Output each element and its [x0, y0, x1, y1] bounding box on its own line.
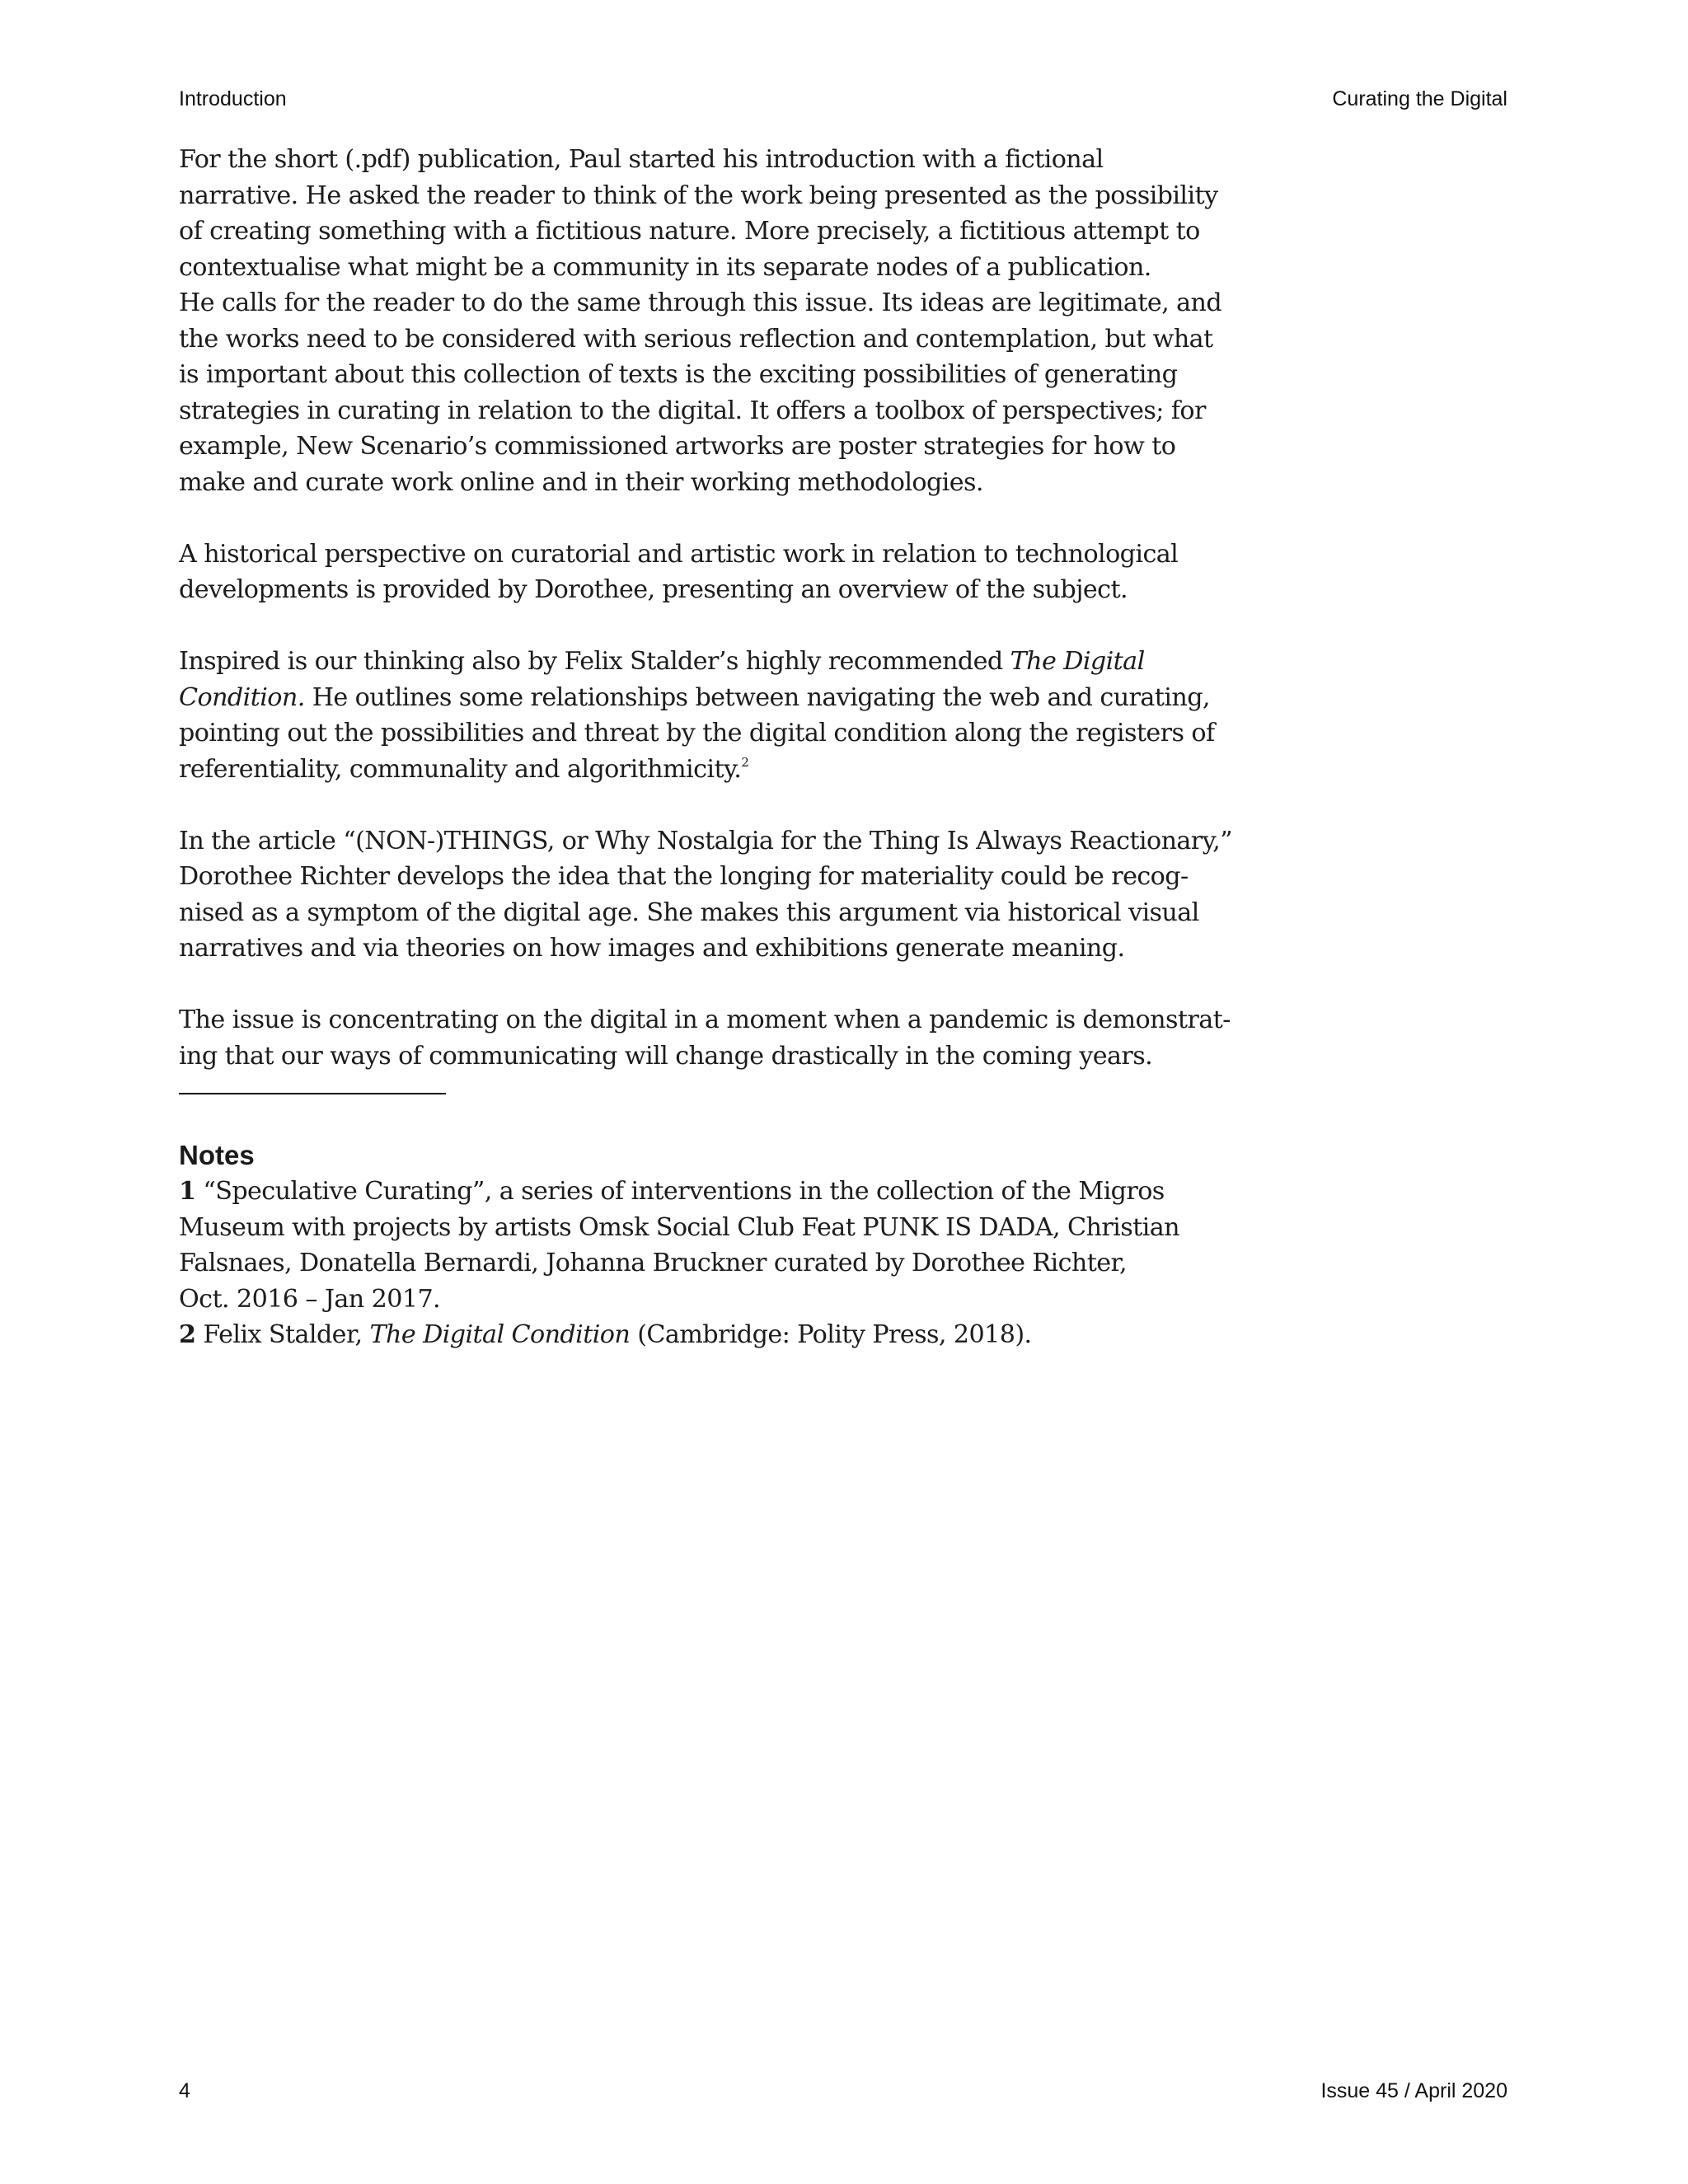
- text-line: pointing out the possibilities and threat by the digital condition along the registers of: [179, 719, 1215, 748]
- text-run: referentiality, communality and algorithmicity.: [179, 754, 742, 784]
- text-line: of creating something with a fictitious nature. More precisely, a fictitious attempt to: [179, 217, 1200, 246]
- note-2: [179, 1317, 1209, 1353]
- paragraph-2: [179, 537, 1209, 608]
- text-line: For the short (.pdf) publication, Paul started his introduction with a fictional: [179, 145, 1104, 174]
- text-line: strategies in curating in relation to the digital. It offers a toolbox of perspectives; for: [179, 396, 1206, 425]
- text-line: Museum with projects by artists Omsk Social Club Feat PUNK IS DADA, Christian: [179, 1212, 1179, 1242]
- text-line: A historical perspective on curatorial and artistic work in relation to technological: [179, 539, 1179, 569]
- note-1: [179, 1174, 1209, 1317]
- text-line: the works need to be considered with serious reflection and contemplation, but what: [179, 324, 1213, 354]
- notes-list: [179, 1174, 1209, 1353]
- text-line: [179, 1317, 1209, 1353]
- note-number: 2: [179, 1320, 196, 1349]
- text-run: Felix Stalder,: [195, 1320, 370, 1349]
- page-number: 4: [179, 2079, 190, 2102]
- running-head-publication: Curating the Digital: [1332, 87, 1507, 110]
- text-line: [179, 752, 1209, 788]
- text-line: narratives and via theories on how images and exhibitions generate meaning.: [179, 934, 1125, 963]
- text-line: He calls for the reader to do the same through this issue. Its ideas are legitimate, and: [179, 288, 1222, 317]
- footnote-divider: [179, 1093, 446, 1094]
- note-number: 1: [179, 1177, 196, 1206]
- paragraph-1: [179, 142, 1222, 500]
- text-run: (Cambridge: Polity Press, 2018).: [630, 1320, 1032, 1349]
- paragraph-4: [179, 823, 1232, 967]
- text-line: make and curate work online and in their working methodologies.: [179, 467, 983, 497]
- text-line: In the article “(NON-)THINGS, or Why Nostalgia for the Thing Is Always Reactionary,”: [179, 826, 1232, 855]
- book-title-italic: The Digital: [1010, 647, 1145, 676]
- text-run: Inspired is our thinking also by Felix Stalder’s highly recommended: [179, 647, 1010, 676]
- running-head-section: Introduction: [179, 87, 287, 110]
- text-line: Dorothee Richter develops the idea that the longing for materiality could be recog-: [179, 862, 1189, 891]
- text-line: narrative. He asked the reader to think of the work being presented as the possibility: [179, 180, 1218, 210]
- notes-heading: Notes: [179, 1140, 255, 1170]
- text-line: [179, 644, 1209, 680]
- notes-section: [179, 1137, 1209, 1353]
- text-line: developments is provided by Dorothee, presenting an overview of the subject.: [179, 575, 1128, 604]
- text-line: is important about this collection of texts is the exciting possibilities of generating: [179, 360, 1178, 389]
- paragraph-5: [179, 1002, 1231, 1074]
- text-line: The issue is concentrating on the digital in a moment when a pandemic is demonstrat-: [179, 1005, 1231, 1034]
- issue-label: Issue 45 / April 2020: [1320, 2079, 1507, 2102]
- book-title-italic: Condition.: [179, 682, 305, 712]
- text-line: example, New Scenario’s commissioned artworks are poster strategies for how to: [179, 432, 1176, 461]
- article-body: [179, 142, 1232, 1110]
- text-line: [179, 680, 1209, 716]
- text-line: ing that our ways of communicating will change drastically in the coming years.: [179, 1041, 1153, 1071]
- paragraph-3: [179, 644, 1215, 787]
- text-line: Falsnaes, Donatella Bernardi, Johanna Bruckner curated by Dorothee Richter,: [179, 1249, 1128, 1277]
- footnote-reference[interactable]: 2: [741, 754, 749, 770]
- text-line: [179, 1174, 1209, 1210]
- text-line: nised as a symptom of the digital age. She makes this argument via historical visual: [179, 898, 1199, 927]
- text-run: “Speculative Curating”, a series of interventions in the collection of the Migros: [195, 1177, 1165, 1206]
- book-title-italic: The Digital Condition: [369, 1320, 631, 1349]
- text-line: Oct. 2016 – Jan 2017.: [179, 1284, 441, 1314]
- text-run: He outlines some relationships between navigating the web and curating,: [304, 682, 1210, 712]
- text-line: contextualise what might be a community in its separate nodes of a publication.: [179, 252, 1151, 282]
